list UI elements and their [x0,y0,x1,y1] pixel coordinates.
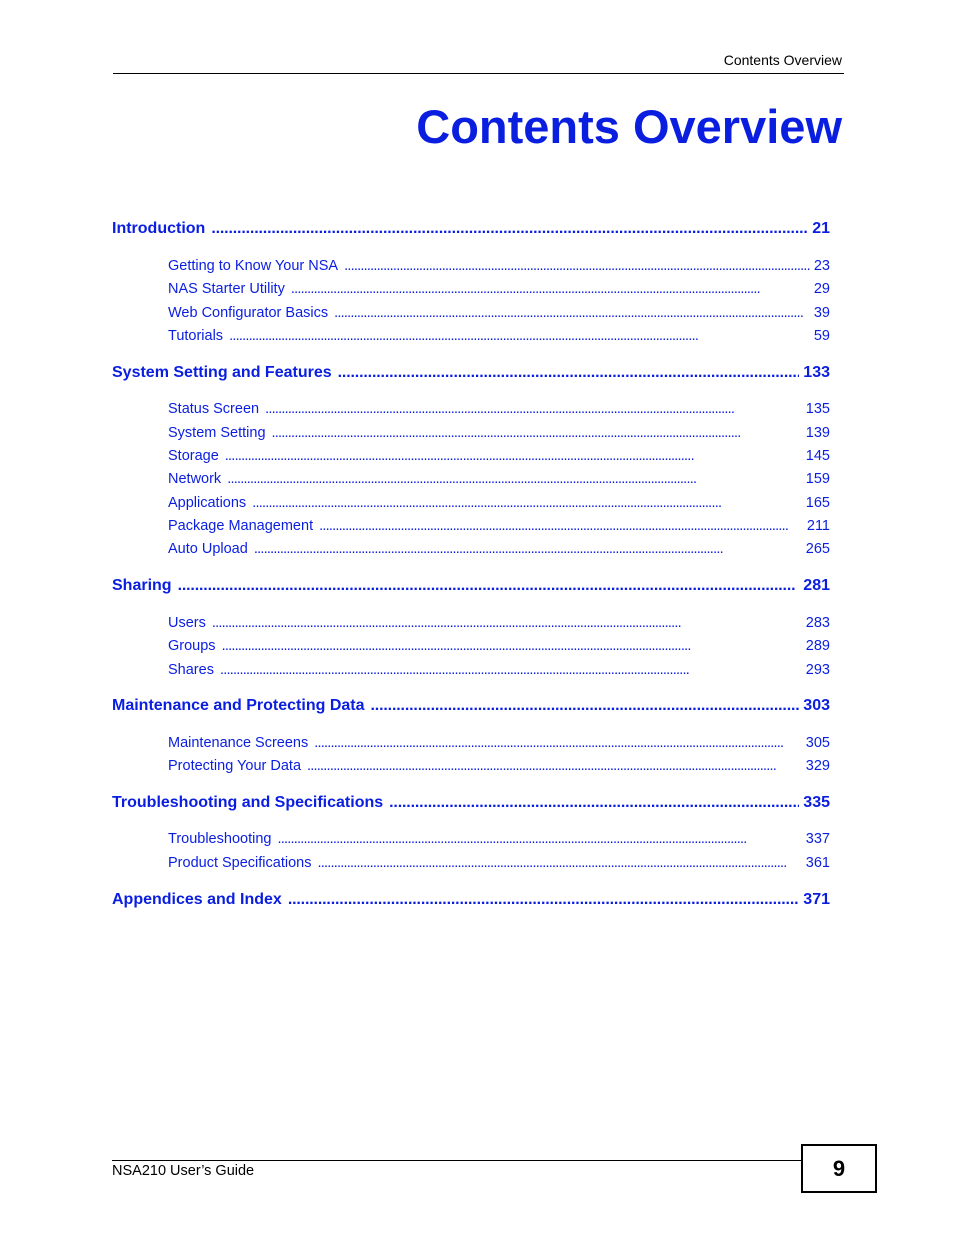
header-rule [113,73,844,74]
toc-entry-page: 361 [805,855,830,871]
toc-section-introduction[interactable] [112,219,830,239]
toc-entry-label: Troubleshooting [168,831,272,847]
toc-entry-label: Sharing [112,577,172,594]
toc-entry-label: Applications [168,495,247,511]
dot-leader [288,890,799,910]
toc-entry-page: 39 [813,305,830,321]
toc-entry-label: Appendices and Index [112,891,282,908]
toc-entry-page: 21 [812,220,830,237]
toc-entry-page: 29 [813,281,830,297]
toc-entry-page: 337 [805,831,830,847]
toc-entry-page: 371 [803,891,830,908]
toc-entry-label: Users [168,615,206,631]
toc-entry-label: Introduction [112,220,206,237]
toc-entry-label: Maintenance Screens [168,735,309,751]
dot-leader [222,637,802,655]
toc-entry-page: 165 [805,495,830,511]
toc-entry-page: 335 [803,794,830,811]
toc-entry-page: 293 [805,662,830,678]
dot-leader [389,793,799,813]
dot-leader [317,854,801,872]
toc-entry-label: Package Management [168,518,314,534]
toc-entry-label: NAS Starter Utility [168,281,285,297]
toc-chapter-storage[interactable] [168,447,830,465]
toc-entry-page: 305 [805,735,830,751]
dot-leader [272,424,802,442]
toc-entry-page: 281 [803,577,830,594]
dot-leader [291,280,810,298]
toc-chapter-web-configurator[interactable] [168,304,830,322]
dot-leader [254,540,802,558]
footer-rule [112,1160,802,1161]
dot-leader [334,304,810,322]
dot-leader [307,757,802,775]
toc-chapter-status-screen[interactable] [168,400,830,418]
toc-chapter-getting-to-know[interactable] [168,257,830,275]
dot-leader [211,219,808,239]
toc-entry-label: Groups [168,638,216,654]
dot-leader [252,494,802,512]
toc-chapter-nas-starter[interactable] [168,280,830,298]
toc-section-sharing[interactable] [112,576,830,596]
toc-entry-label: Protecting Your Data [168,758,302,774]
toc-entry-label: Status Screen [168,401,260,417]
toc-chapter-system-setting[interactable] [168,424,830,442]
toc-entry-page: 211 [806,518,830,534]
toc-entry-label: Product Specifications [168,855,312,871]
toc-chapter-tutorials[interactable] [168,327,830,345]
toc-chapter-troubleshooting[interactable] [168,830,830,848]
page-number-box [801,1144,877,1193]
toc-entry-label: Shares [168,662,214,678]
toc-entry-page: 303 [803,697,830,714]
toc-entry-page: 265 [805,541,830,557]
toc-entry-label: Tutorials [168,328,224,344]
footer-guide-name: NSA210 User’s Guide [112,1163,255,1179]
dot-leader [212,614,802,632]
dot-leader [225,447,802,465]
toc-entry-label: Troubleshooting and Specifications [112,794,384,811]
dot-leader [265,400,802,418]
toc-entry-label: Network [168,471,222,487]
toc-section-appendices[interactable] [112,890,830,910]
toc-chapter-maintenance-screens[interactable] [168,734,830,752]
toc-entry-page: 23 [813,258,830,274]
toc-entry-label: Maintenance and Protecting Data [112,697,365,714]
toc-entry-page: 145 [805,448,830,464]
toc-entry-page: 329 [805,758,830,774]
toc-entry-page: 139 [805,425,830,441]
dot-leader [227,470,802,488]
toc-entry-page: 133 [803,364,830,381]
toc-chapter-protecting-data[interactable] [168,757,830,775]
toc-chapter-users[interactable] [168,614,830,632]
toc-chapter-auto-upload[interactable] [168,540,830,558]
toc-chapter-applications[interactable] [168,494,830,512]
page-title: Contents Overview [416,100,842,153]
toc-entry-label: Web Configurator Basics [168,305,329,321]
toc-entry-page: 289 [805,638,830,654]
dot-leader [178,576,800,596]
dot-leader [229,327,810,345]
toc-chapter-groups[interactable] [168,637,830,655]
dot-leader [371,696,800,716]
toc-entry-page: 59 [813,328,830,344]
toc-section-maintenance[interactable] [112,696,830,716]
toc-entry-label: System Setting [168,425,266,441]
toc-entry-page: 135 [805,401,830,417]
dot-leader [319,517,803,535]
toc-entry-label: Getting to Know Your NSA [168,258,339,274]
toc-section-system-setting[interactable] [112,363,830,383]
running-header: Contents Overview [723,52,842,68]
dot-leader [277,830,801,848]
toc-chapter-product-specifications[interactable] [168,854,830,872]
toc-entry-label: Auto Upload [168,541,248,557]
dot-leader [314,734,802,752]
toc-chapter-package-management[interactable] [168,517,830,535]
toc-entry-page: 283 [805,615,830,631]
dot-leader [344,257,810,275]
toc-chapter-shares[interactable] [168,661,830,679]
toc-entry-label: Storage [168,448,219,464]
toc-section-troubleshooting[interactable] [112,793,830,813]
toc-chapter-network[interactable] [168,470,830,488]
toc-entry-page: 159 [805,471,830,487]
page-number: 9 [832,1155,846,1181]
dot-leader [220,661,802,679]
dot-leader [338,363,800,383]
toc-entry-label: System Setting and Features [112,364,332,381]
